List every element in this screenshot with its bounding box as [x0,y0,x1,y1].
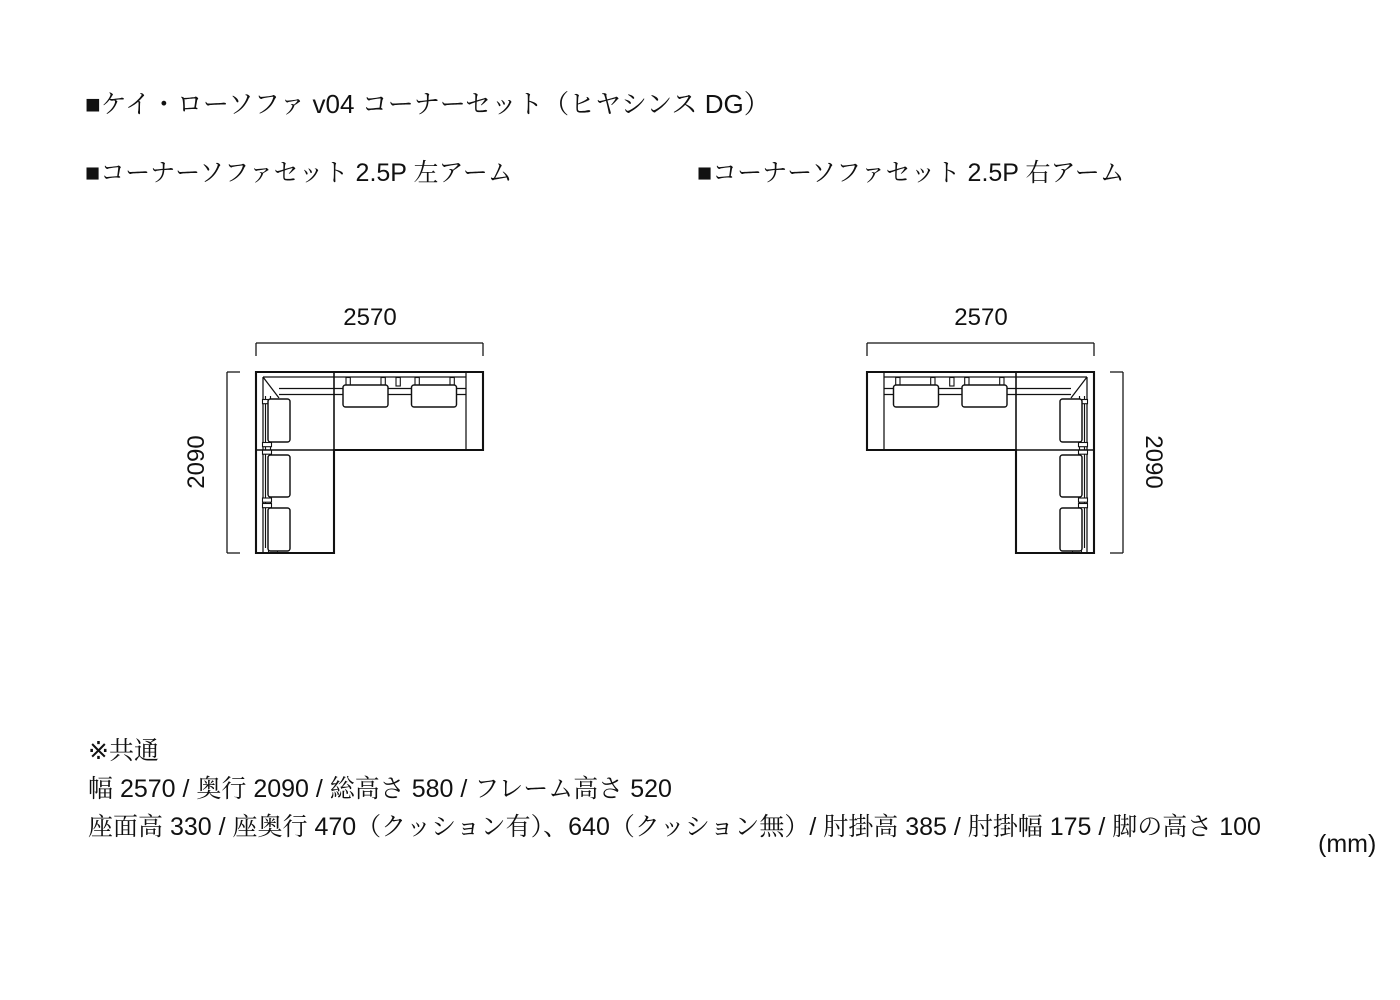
notes-heading: ※共通 [88,737,159,765]
common-notes [88,732,1261,846]
section-label-right-arm: ■コーナーソファセット 2.5P 右アーム [697,159,1125,187]
section-label-left-arm: ■コーナーソファセット 2.5P 左アーム [85,159,513,187]
page-title: ■ケイ・ローソファ v04 コーナーセット（ヒヤシンス DG） [85,89,770,119]
notes-dimensions-line: 幅 2570 / 奥行 2090 / 総高さ 580 / フレーム高さ 520 [88,775,672,803]
notes-details-line: 座面高 330 / 座奥行 470（クッション有）、640（クッション無）/ 肘掛高 385 / 肘掛幅 175 / 脚の高さ 100 [88,813,1261,841]
depth-dimension-label: 2090 [183,435,210,489]
width-dimension-label: 2570 [954,304,1008,331]
diagram-left-arm [150,295,510,585]
diagram-right-arm [840,295,1200,585]
unit-label: (mm) [1318,830,1377,858]
width-dimension-label: 2570 [343,304,397,331]
depth-dimension-label: 2090 [1140,435,1167,489]
